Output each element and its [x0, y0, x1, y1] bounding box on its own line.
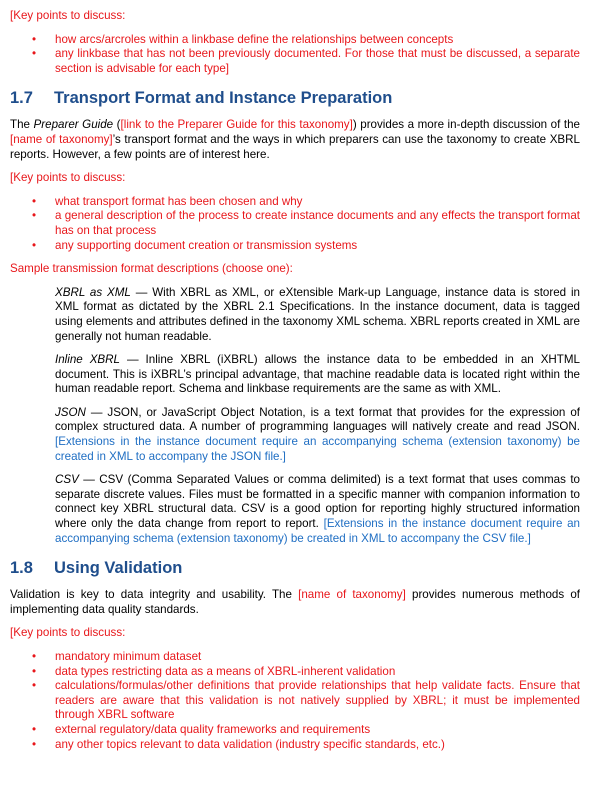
key-points-heading: [Key points to discuss: — [10, 171, 126, 185]
list-item: • external regulatory/data quality frameworks and requirements — [32, 722, 371, 736]
link-placeholder: [link to the Preparer Guide for this taxonomy] — [120, 118, 353, 132]
list-item: • mandatory minimum dataset — [32, 650, 202, 663]
bullet-list — [10, 33, 580, 77]
list-item: • any other topics relevant to data validation (industry specific standards, etc.) — [32, 737, 445, 751]
taxonomy-name-placeholder: [name of taxonomy] — [10, 132, 113, 146]
format-csv: CSV — CSV (Comma Separated Values or comma delimited) is a text format that uses commas to separate discrete values. Files must be formatted in a specific manner with companion information to connect key XBRL structural data. CSV is a good option for reporting highly structured information where only the data change from report to report. [Extensions in the instance document require an accompanying schema (extension taxonomy) be created in XML to accompany the CSV file.] — [55, 473, 580, 545]
list-item: • any linkbase that has not been previously documented. For those that must be discussed, a separate section is advisable for each type] — [32, 47, 580, 75]
bullet-list — [10, 650, 580, 752]
paragraph: Validation is key to data integrity and usability. The [name of taxonomy] provides numerous methods of implementing data quality standards. — [10, 588, 580, 616]
list-item: • calculations/formulas/other definitions that provide relationships that help validate facts. Ensure that readers are aware that this validation is not natively supplied by XBRL; it must be implemented through XBRL software — [32, 679, 580, 722]
section-heading: 1.7 Transport Format and Instance Preparation — [10, 89, 393, 108]
document-page — [10, 0, 580, 752]
list-item: • how arcs/arcroles within a linkbase define the relationships between concepts — [32, 32, 454, 46]
bullet-list — [10, 195, 580, 253]
sample-heading: Sample transmission format descriptions (choose one): — [10, 262, 293, 276]
list-item: • any supporting document creation or transmission systems — [32, 238, 358, 252]
list-item: • a general description of the process to create instance documents and any effects the transport format has on that process — [32, 209, 580, 237]
paragraph: The Preparer Guide ([link to the Preparer Guide for this taxonomy]) provides a more in-depth discussion of the [name of taxonomy]’s transport format and the ways in which preparers can use the taxonomy to create XBRL reports. However, a few points are of interest here. — [10, 118, 580, 161]
section-heading: 1.8 Using Validation — [10, 559, 183, 578]
list-item: • data types restricting data as a means of XBRL-inherent validation — [32, 664, 396, 678]
format-json: JSON — JSON, or JavaScript Object Notation, is a text format that provides for the expression of complex structured data. A number of programming languages will natively create and read JSON. [Extensions in the instance document require an accompanying schema (extension taxonomy) be created in XML to accompany the JSON file.] — [55, 405, 580, 463]
key-points-heading: [Key points to discuss: — [10, 9, 126, 22]
list-item: • what transport format has been chosen and why — [32, 194, 303, 208]
format-inline-xbrl: Inline XBRL — Inline XBRL (iXBRL) allows the instance data to be embedded in an XHTML document. This is iXBRL’s principal advantage, that machine readable data is located right within the human readable report. Schema and linkbase requirements are the same as with XML. — [55, 353, 580, 396]
format-xml: XBRL as XML — With XBRL as XML, or eXtensible Mark-up Language, instance data is stored in XML format as dictated by the XBRL 2.1 Specifications. In the instance document, data is tagged using elements and attributes defined in the taxonomy XML schema. XBRL reports created in XML are generally not human readable. — [55, 285, 580, 343]
key-points-heading: [Key points to discuss: — [10, 626, 126, 640]
taxonomy-name-placeholder: [name of taxonomy] — [298, 588, 406, 602]
